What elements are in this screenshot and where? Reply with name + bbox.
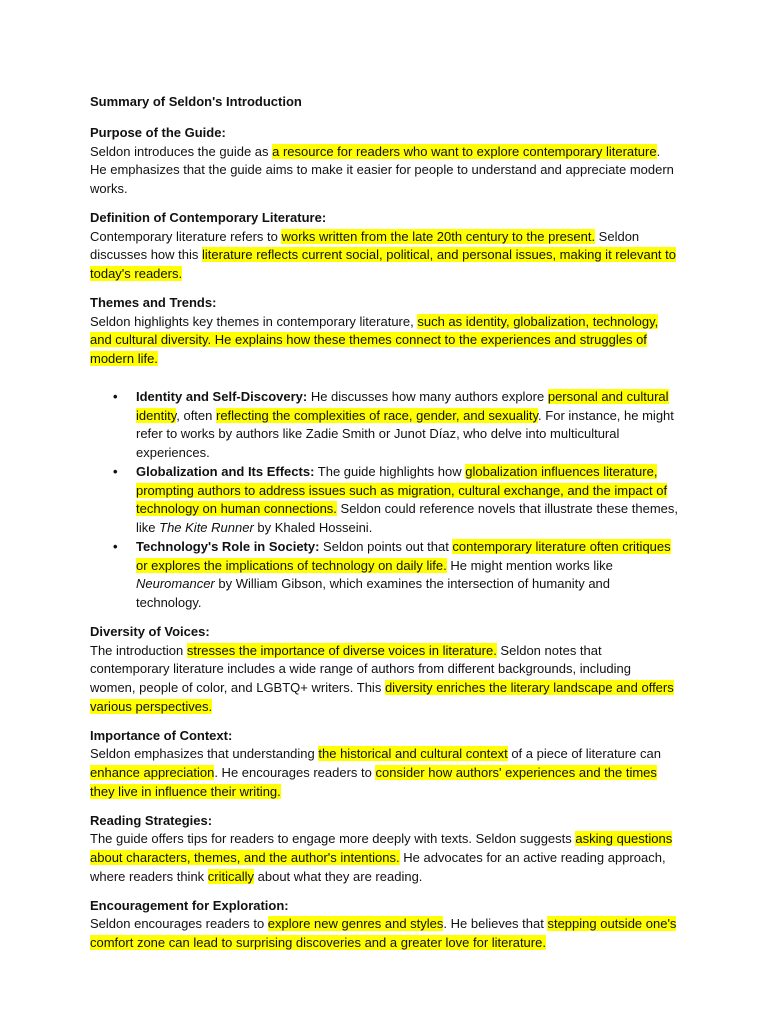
highlighted-text: personal and cultural identity [136, 388, 669, 423]
bullet-heading: Technology's Role in Society: [136, 538, 320, 554]
document-title: Summary of Seldon's Introduction [90, 94, 302, 109]
section [90, 209, 678, 284]
bullet-icon: • [113, 388, 118, 404]
body-text: Seldon could reference novels that illustrate these themes, like [136, 501, 679, 535]
body-text: . He believes that [443, 916, 548, 932]
section-paragraph [90, 642, 678, 717]
section-heading: Purpose of the Guide: [90, 124, 226, 140]
section [90, 294, 678, 613]
section-paragraph [90, 313, 678, 369]
section [90, 623, 678, 717]
section-paragraph [90, 745, 678, 801]
highlighted-text: asking questions about characters, themes, and the author's intentions. [90, 831, 673, 865]
bullet-item [113, 538, 678, 613]
bullet-heading: Identity and Self-Discovery: [136, 388, 308, 404]
body-text: . For instance, he might refer to works by authors like Zadie Smith or Junot Díaz, who delve into multicultural experiences. [136, 407, 674, 460]
body-text: The guide highlights how [314, 463, 466, 479]
body-text: . He encourages readers to [214, 765, 376, 780]
italic-title: The Kite Runner [159, 520, 254, 535]
italic-title: Neuromancer [136, 576, 215, 592]
highlighted-text: diversity enriches the literary landscape and offers various perspectives. [90, 680, 674, 714]
section-heading: Definition of Contemporary Literature: [90, 209, 327, 225]
highlighted-text: consider how authors' experiences and the times they live in influence their writing. [90, 765, 657, 799]
bullet-item [113, 388, 678, 463]
body-text: , often [176, 407, 216, 423]
bullet-heading: Globalization and Its Effects: [136, 463, 315, 479]
body-text: . He emphasizes that the guide aims to make it easier for people to understand and appreciate modern works. [90, 143, 674, 196]
highlighted-text: stresses the importance of diverse voices in literature. [186, 642, 497, 658]
section-heading: Reading Strategies: [90, 812, 213, 828]
section [90, 727, 678, 802]
bullet-item [113, 463, 679, 538]
body-text: Seldon points out that [319, 538, 453, 554]
section-heading: Encouragement for Exploration: [90, 897, 289, 913]
body-text: Seldon highlights key themes in contemporary literature, [90, 313, 418, 329]
highlighted-text: such as identity, globalization, technology, and cultural diversity. He explains how these themes connect to the experiences and struggles of modern life. [90, 313, 659, 366]
body-text: The guide offers tips for readers to engage more deeply with texts. Seldon suggests [90, 831, 576, 847]
section [90, 897, 678, 953]
highlighted-text: contemporary literature often critiques or explores the implications of technology on daily life. [136, 538, 671, 573]
section-paragraph [90, 830, 678, 886]
body-text: He might mention works like [446, 557, 613, 573]
bullet-icon: • [113, 463, 118, 479]
highlighted-text: reflecting the complexities of race, gender, and sexuality [215, 407, 539, 423]
section-paragraph [90, 228, 678, 284]
highlighted-text: enhance appreciation [90, 765, 215, 780]
highlighted-text: a resource for readers who want to explore contemporary literature [272, 143, 657, 159]
italic-title-text [159, 520, 254, 535]
highlighted-text: the historical and cultural context [318, 746, 508, 762]
body-text: Seldon discusses how this [90, 228, 640, 263]
body-text: about what they are reading. [254, 868, 423, 884]
section-paragraph [90, 143, 678, 199]
body-text: Seldon introduces the guide as [90, 143, 273, 159]
section [90, 124, 678, 199]
body-text: He discusses how many authors explore [307, 388, 548, 404]
body-text: Contemporary literature refers to [90, 228, 282, 244]
document-body [90, 124, 678, 953]
highlighted-text: globalization influences literature, prompting authors to address issues such as migration, cultural exchange, and the impact of technology on human connections. [136, 463, 668, 517]
body-text: of a piece of literature can [507, 746, 661, 762]
body-text: by Khaled Hosseini. [253, 520, 373, 535]
body-text: The introduction [90, 642, 187, 658]
body-text: by William Gibson, which examines the intersection of humanity and technology. [136, 576, 611, 610]
highlighted-text: literature reflects current social, political, and personal issues, making it relevant to today's readers. [90, 247, 676, 281]
highlighted-text: explore new genres and styles [267, 916, 444, 932]
highlighted-text: critically [207, 868, 255, 884]
section [90, 812, 678, 887]
body-text: Seldon encourages readers to [90, 916, 268, 932]
bullet-list [90, 388, 678, 613]
section-heading: Diversity of Voices: [90, 623, 210, 639]
section-heading: Importance of Context: [90, 727, 233, 743]
highlighted-text: works written from the late 20th century to the present. [281, 228, 596, 244]
section-heading: Themes and Trends: [90, 294, 217, 310]
italic-title-text [136, 576, 215, 591]
body-text: He advocates for an active reading approach, where readers think [90, 850, 666, 884]
bullet-icon: • [113, 538, 118, 554]
section-paragraph [90, 915, 678, 953]
body-text: Seldon notes that contemporary literature includes a wide range of authors from different backgrounds, including women, people of color, and LGBTQ+ writers. This [90, 642, 632, 695]
highlighted-text: stepping outside one's comfort zone can lead to surprising discoveries and a greater love for literature. [90, 916, 677, 950]
body-text: Seldon emphasizes that understanding [90, 746, 319, 762]
